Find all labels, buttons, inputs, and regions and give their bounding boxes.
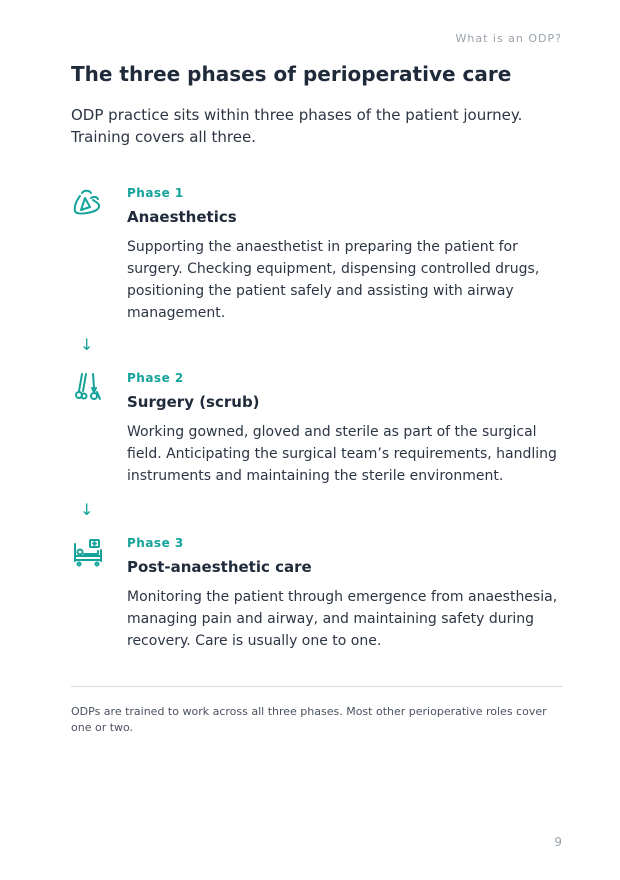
recovery-bed-icon bbox=[72, 536, 104, 568]
arrow-down-icon: ↓ bbox=[80, 335, 94, 354]
phase-title: Surgery (scrub) bbox=[127, 393, 260, 411]
phase-title: Post-anaesthetic care bbox=[127, 558, 312, 576]
phase-kicker: Phase 2 bbox=[127, 371, 184, 385]
phase-title: Anaesthetics bbox=[127, 208, 237, 226]
surgical-instruments-icon bbox=[72, 371, 104, 403]
arrow-down-icon: ↓ bbox=[80, 500, 94, 519]
page-title: The three phases of perioperative care bbox=[71, 62, 512, 86]
phase-description: Supporting the anaesthetist in preparing the patient for surgery. Checking equipment, dispensing controlled drugs, positioning the patient safely and assisting with airway management. bbox=[127, 239, 540, 321]
phase-kicker: Phase 1 bbox=[127, 186, 184, 200]
phase-description: Working gowned, gloved and sterile as part of the surgical field. Anticipating the surgical team’s requirements, handling instruments and maintaining the sterile environment. bbox=[127, 424, 557, 484]
intro-paragraph: ODP practice sits within three phases of the patient journey. Training covers all three. bbox=[71, 106, 523, 146]
phase-kicker: Phase 3 bbox=[127, 536, 184, 550]
footnote: ODPs are trained to work across all three phases. Most other perioperative roles cover one or two. bbox=[71, 705, 547, 734]
page-number: 9 bbox=[554, 835, 562, 849]
anaesthetic-mask-icon bbox=[72, 186, 104, 218]
phase-description: Monitoring the patient through emergence from anaesthesia, managing pain and airway, and maintaining safety during recovery. Care is usually one to one. bbox=[127, 589, 558, 649]
running-head: What is an ODP? bbox=[455, 32, 562, 45]
divider bbox=[71, 686, 563, 687]
